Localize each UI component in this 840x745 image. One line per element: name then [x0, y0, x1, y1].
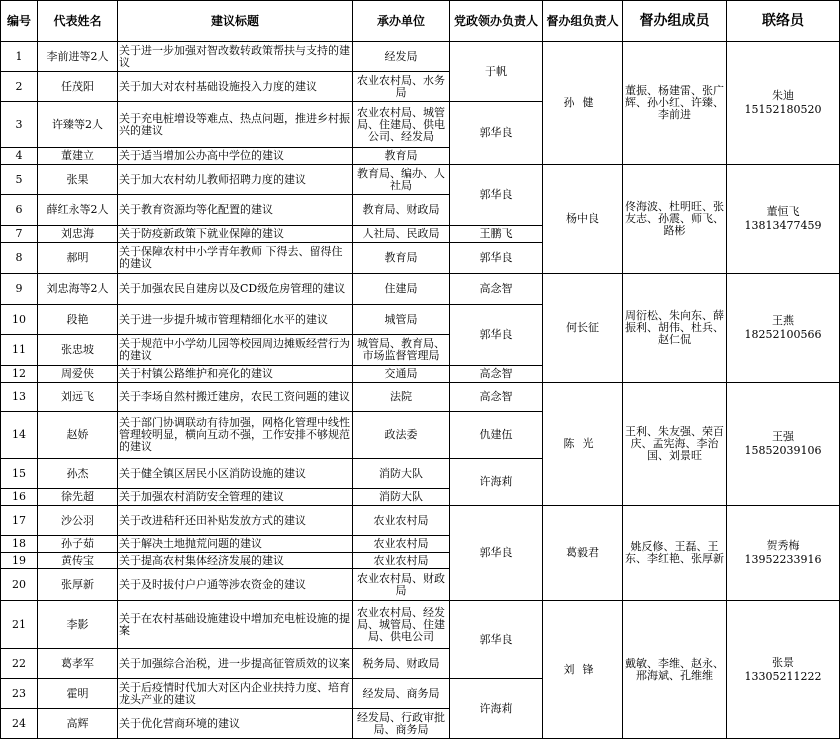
row-title: 关于防疫新政策下就业保障的建议 — [118, 226, 353, 243]
contact-name: 朱迪 — [772, 89, 794, 102]
party-lead: 高念智 — [450, 274, 543, 305]
party-lead: 仇建伍 — [450, 412, 543, 459]
row-no: 9 — [1, 274, 38, 305]
row-no: 17 — [1, 506, 38, 536]
contact-phone: 13813477459 — [744, 219, 822, 232]
row-title: 关于健全镇区居民小区消防设施的建议 — [118, 459, 353, 489]
row-unit: 教育局、编办、人社局 — [353, 165, 450, 195]
row-title: 关于李场自然村搬迁建房，农民工资问题的建议 — [118, 383, 353, 412]
table-row — [1, 274, 840, 305]
row-rep: 沙公羽 — [38, 506, 118, 536]
row-no: 10 — [1, 305, 38, 335]
row-rep: 许臻等2人 — [38, 102, 118, 148]
party-lead: 高念智 — [450, 383, 543, 412]
row-title: 关于村镇公路维护和亮化的建议 — [118, 366, 353, 383]
row-title: 关于规范中小学幼儿园等校园周边摊贩经营行为的建议 — [118, 335, 353, 366]
party-lead: 许海莉 — [450, 679, 543, 739]
table-row — [1, 42, 840, 72]
party-lead: 王鹏飞 — [450, 226, 543, 243]
contact-phone: 15152180520 — [744, 103, 822, 116]
table-row — [1, 383, 840, 412]
row-title: 关于在农村基础设施建设中增加充电桩设施的提案 — [118, 601, 353, 649]
row-no: 13 — [1, 383, 38, 412]
row-unit: 城管局、教育局、市场监督管理局 — [353, 335, 450, 366]
group-members: 董振、杨建雷、张广辉、孙小红、许臻、李前进 — [623, 42, 727, 165]
row-unit: 农业农村局 — [353, 506, 450, 536]
group-leader: 陈光 — [543, 383, 623, 506]
row-unit: 税务局、财政局 — [353, 649, 450, 679]
row-unit: 农业农村局、财政局 — [353, 569, 450, 601]
row-rep: 周爱侠 — [38, 366, 118, 383]
row-title: 关于加强综合治税，进一步提高征管质效的议案 — [118, 649, 353, 679]
row-title: 关于进一步加强对智改数转政策帮扶与支持的建议 — [118, 42, 353, 72]
group-leader: 刘锋 — [543, 601, 623, 739]
party-lead: 高念智 — [450, 366, 543, 383]
group-leader: 孙健 — [543, 42, 623, 165]
header-members: 督办组成员 — [623, 1, 727, 42]
group-contact — [727, 274, 840, 383]
row-no: 14 — [1, 412, 38, 459]
row-unit: 农业农村局、经发局、城管局、住建局、供电公司 — [353, 601, 450, 649]
row-no: 3 — [1, 102, 38, 148]
row-rep: 葛孝军 — [38, 649, 118, 679]
row-title: 关于充电桩增设等难点、热点问题，推进乡村振兴的建议 — [118, 102, 353, 148]
header-rep: 代表姓名 — [38, 1, 118, 42]
row-title: 关于解决土地抛荒问题的建议 — [118, 536, 353, 553]
contact-name: 董恒飞 — [766, 205, 800, 218]
row-title: 关于改进秸秆还田补贴发放方式的建议 — [118, 506, 353, 536]
contact-phone: 15852039106 — [744, 444, 822, 457]
row-title: 关于适当增加公办高中学位的建议 — [118, 148, 353, 165]
row-title: 关于及时拔付户户通等涉农资金的建议 — [118, 569, 353, 601]
party-lead: 许海莉 — [450, 459, 543, 506]
row-no: 20 — [1, 569, 38, 601]
party-lead: 郭华良 — [450, 102, 543, 165]
group-contact — [727, 506, 840, 601]
row-title: 关于进一步提升城市管理精细化水平的建议 — [118, 305, 353, 335]
party-lead: 郭华良 — [450, 165, 543, 226]
row-rep: 刘忠海等2人 — [38, 274, 118, 305]
row-unit: 经发局、行政审批局、商务局 — [353, 709, 450, 739]
party-lead: 郭华良 — [450, 506, 543, 601]
row-no: 1 — [1, 42, 38, 72]
table-row — [1, 165, 840, 195]
contact-phone: 13952233916 — [744, 553, 822, 566]
header-no: 编号 — [1, 1, 38, 42]
row-unit: 经发局 — [353, 42, 450, 72]
header-unit: 承办单位 — [353, 1, 450, 42]
row-no: 4 — [1, 148, 38, 165]
row-no: 18 — [1, 536, 38, 553]
group-members: 周衍松、朱向东、薛振利、胡伟、杜兵、赵仁侃 — [623, 274, 727, 383]
row-title: 关于提高农村集体经济发展的建议 — [118, 553, 353, 569]
row-rep: 任茂阳 — [38, 72, 118, 102]
row-rep: 张厚新 — [38, 569, 118, 601]
row-unit: 住建局 — [353, 274, 450, 305]
row-no: 21 — [1, 601, 38, 649]
row-unit: 农业农村局、水务局 — [353, 72, 450, 102]
group-members: 戴敏、李维、赵永、邢海斌、孔维维 — [623, 601, 727, 739]
row-no: 15 — [1, 459, 38, 489]
row-unit: 教育局 — [353, 148, 450, 165]
row-title: 关于优化营商环境的建议 — [118, 709, 353, 739]
table-row — [1, 601, 840, 649]
row-rep: 孙子茹 — [38, 536, 118, 553]
group-contact — [727, 601, 840, 739]
row-no: 12 — [1, 366, 38, 383]
row-rep: 李影 — [38, 601, 118, 649]
contact-name: 王强 — [772, 430, 794, 443]
group-contact — [727, 383, 840, 506]
row-no: 11 — [1, 335, 38, 366]
group-members: 姚反修、王磊、王东、李红艳、张厚新 — [623, 506, 727, 601]
row-unit: 法院 — [353, 383, 450, 412]
row-rep: 刘远飞 — [38, 383, 118, 412]
row-rep: 张果 — [38, 165, 118, 195]
row-rep: 郝明 — [38, 243, 118, 274]
row-no: 5 — [1, 165, 38, 195]
row-rep: 徐先超 — [38, 489, 118, 506]
header-contact: 联络员 — [727, 1, 840, 42]
row-rep: 董建立 — [38, 148, 118, 165]
row-title: 关于部门协调联动有待加强，网格化管理中线性管理较明显，横向互动不强，工作安排不够规范的建议 — [118, 412, 353, 459]
row-no: 2 — [1, 72, 38, 102]
group-leader: 何长征 — [543, 274, 623, 383]
row-rep: 李前进等2人 — [38, 42, 118, 72]
row-unit: 农业农村局 — [353, 553, 450, 569]
row-unit: 教育局、财政局 — [353, 195, 450, 226]
row-unit: 教育局 — [353, 243, 450, 274]
group-leader: 杨中良 — [543, 165, 623, 274]
contact-phone: 18252100566 — [744, 328, 822, 341]
row-title: 关于后疫情时代加大对区内企业扶持力度、培育龙头产业的建议 — [118, 679, 353, 709]
row-rep: 孙杰 — [38, 459, 118, 489]
row-unit: 人社局、民政局 — [353, 226, 450, 243]
row-no: 19 — [1, 553, 38, 569]
group-members: 王利、朱友强、荣百庆、孟宪海、李治国、刘景旺 — [623, 383, 727, 506]
contact-name: 张景 — [772, 655, 794, 669]
row-title: 关于加强农村消防安全管理的建议 — [118, 489, 353, 506]
header-title: 建议标题 — [118, 1, 353, 42]
group-contact — [727, 42, 840, 165]
header-party: 党政领办负责人 — [450, 1, 543, 42]
group-members: 佟海波、杜明旺、张友志、孙震、师飞、路彬 — [623, 165, 727, 274]
row-rep: 赵娇 — [38, 412, 118, 459]
row-unit: 农业农村局 — [353, 536, 450, 553]
row-title: 关于加大农村幼儿教师招聘力度的建议 — [118, 165, 353, 195]
row-unit: 政法委 — [353, 412, 450, 459]
row-unit: 消防大队 — [353, 459, 450, 489]
row-title: 关于保障农村中小学青年教师 下得去、留得住 的建议 — [118, 243, 353, 274]
row-no: 22 — [1, 649, 38, 679]
row-rep: 黄传宝 — [38, 553, 118, 569]
row-title: 关于加大对农村基础设施投入力度的建议 — [118, 72, 353, 102]
row-unit: 消防大队 — [353, 489, 450, 506]
group-contact — [727, 165, 840, 274]
header-row — [1, 1, 840, 42]
party-lead: 郭华良 — [450, 305, 543, 366]
row-no: 6 — [1, 195, 38, 226]
row-rep: 霍明 — [38, 679, 118, 709]
contact-name: 贺秀梅 — [766, 539, 800, 552]
row-unit: 农业农村局、城管局、住建局、供电公司、经发局 — [353, 102, 450, 148]
row-no: 7 — [1, 226, 38, 243]
row-rep: 高辉 — [38, 709, 118, 739]
party-lead: 郭华良 — [450, 601, 543, 679]
row-no: 24 — [1, 709, 38, 739]
row-rep: 张忠坡 — [38, 335, 118, 366]
party-lead: 于帆 — [450, 42, 543, 102]
row-title: 关于加强农民自建房以及CD级危房管理的建议 — [118, 274, 353, 305]
row-rep: 段艳 — [38, 305, 118, 335]
row-rep: 薛红永等2人 — [38, 195, 118, 226]
row-no: 8 — [1, 243, 38, 274]
row-rep: 刘忠海 — [38, 226, 118, 243]
row-unit: 交通局 — [353, 366, 450, 383]
row-unit: 城管局 — [353, 305, 450, 335]
table-row — [1, 506, 840, 536]
party-lead: 郭华良 — [450, 243, 543, 274]
row-no: 16 — [1, 489, 38, 506]
contact-name: 王燕 — [772, 314, 794, 327]
row-title: 关于教育资源均等化配置的建议 — [118, 195, 353, 226]
header-leader: 督办组负责人 — [543, 1, 623, 42]
row-unit: 经发局、商务局 — [353, 679, 450, 709]
row-no: 23 — [1, 679, 38, 709]
group-leader: 葛毅君 — [543, 506, 623, 601]
contact-phone: 13305211222 — [744, 669, 822, 683]
